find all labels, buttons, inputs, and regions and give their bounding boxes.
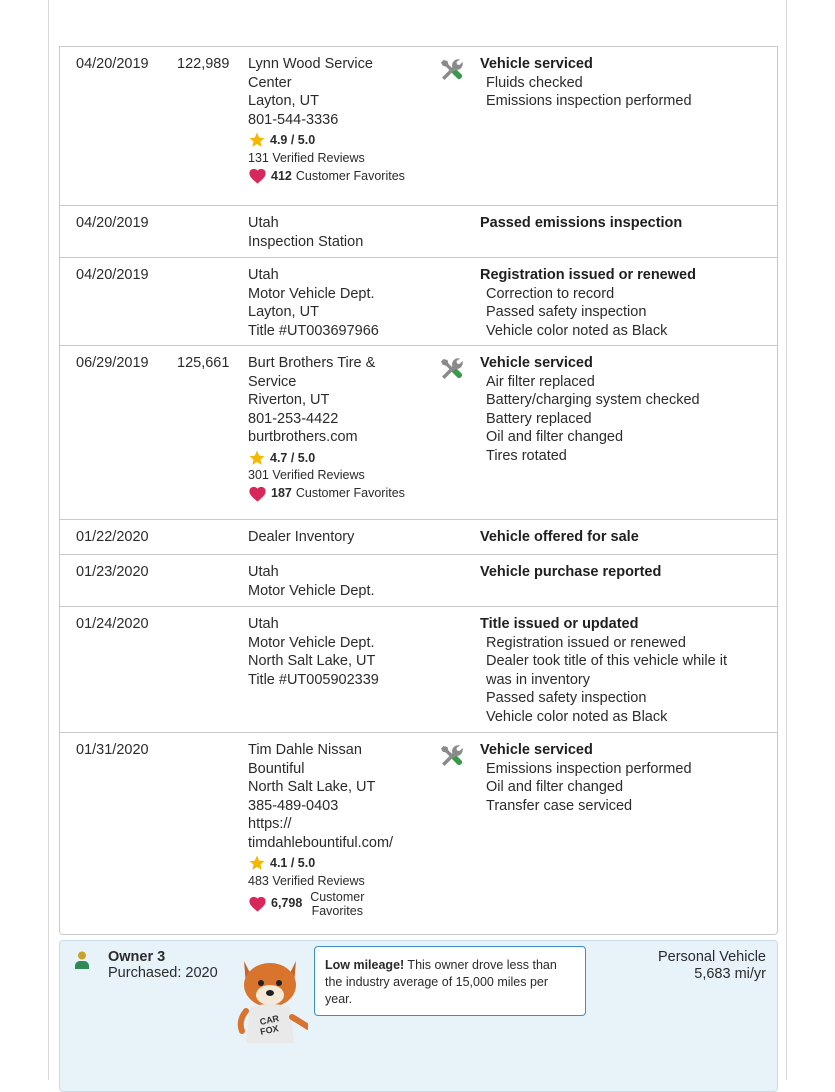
record-comments: Vehicle serviced Emissions inspection performed Oil and filter changed Transfer case serviced: [480, 742, 692, 814]
history-row: [60, 205, 777, 257]
shop-reviews[interactable]: 483 Verified Reviews: [248, 873, 365, 888]
record-comments: Registration issued or renewed Correction to record Passed safety inspection Vehicle color noted as Black: [480, 267, 696, 339]
record-date: 01/31/2020: [76, 742, 149, 758]
low-mileage-callout: [314, 946, 586, 1016]
record-comments: Vehicle offered for sale: [480, 529, 639, 545]
shop-website[interactable]: burtbrothers.com: [248, 429, 358, 445]
shop-favorites: 187 Customer Favorites: [248, 484, 438, 503]
shop-favorites: 6,798 Customer Favorites: [248, 890, 438, 918]
shop-phone[interactable]: 801-253-4422: [248, 410, 339, 427]
carfox-mascot-icon: [232, 951, 308, 1043]
history-row: [60, 519, 777, 554]
record-comments: Title issued or updated Registration issued or renewed Dealer took title of this vehicle while it was in inventory Passed safety inspection Vehicle color noted as Black: [480, 616, 727, 725]
shop-website[interactable]: https://: [248, 816, 292, 832]
person-icon: [75, 951, 89, 969]
history-row: [60, 606, 777, 732]
page-divider-right: [786, 0, 787, 1080]
record-date: 04/20/2019: [76, 267, 149, 283]
record-source: Utah Motor Vehicle Dept.: [248, 564, 375, 599]
record-source: Tim Dahle Nissan Bountiful North Salt Lake, UT 385-489-0403 https:// timdahlebountiful.com/ 4.1 / 5.0 483 Verified Reviews 6,798 Customer Favorites: [248, 741, 438, 918]
history-row: [60, 732, 777, 934]
shop-reviews[interactable]: 301 Verified Reviews: [248, 468, 365, 482]
record-source: Utah Motor Vehicle Dept. North Salt Lake, UT Title #UT005902339: [248, 616, 379, 688]
shop-reviews[interactable]: 131 Verified Reviews: [248, 150, 365, 165]
record-source: Lynn Wood Service Center Layton, UT 801-544-3336 4.9 / 5.0 131 Verified Reviews 412 Customer Favorites: [248, 55, 438, 185]
owner-usage: [658, 949, 766, 983]
record-date: 01/22/2020: [76, 529, 149, 545]
vehicle-use-type: Personal Vehicle: [657, 949, 766, 965]
record-date: 01/24/2020: [76, 616, 149, 632]
history-row: [60, 345, 777, 519]
owner-summary: [59, 940, 778, 1092]
annual-mileage: 5,683 mi/yr: [694, 966, 766, 982]
shop-rating: 4.1 / 5.0: [248, 854, 438, 873]
history-row: [60, 46, 777, 205]
star-icon: [248, 131, 266, 149]
wrench-screwdriver-icon: [438, 356, 464, 382]
callout-highlight: Low mileage!: [325, 958, 405, 972]
record-source: Utah Motor Vehicle Dept. Layton, UT Title #UT003697966: [248, 267, 379, 339]
record-comments: Passed emissions inspection: [480, 215, 683, 231]
shop-website[interactable]: timdahlebountiful.com/: [248, 834, 394, 851]
heart-icon: [248, 485, 267, 502]
wrench-screwdriver-icon: [438, 57, 464, 83]
record-date: 06/29/2019: [76, 355, 149, 371]
shop-rating: 4.9 / 5.0: [248, 131, 438, 150]
record-date: 04/20/2019: [76, 215, 149, 231]
history-row: [60, 257, 777, 345]
record-comments: Vehicle purchase reported: [480, 564, 662, 580]
record-comments: Vehicle serviced Air filter replaced Battery/charging system checked Battery replaced Oil and filter changed Tires rotated: [480, 355, 700, 464]
svg-text:FOX: FOX: [259, 1023, 280, 1037]
record-comments: Vehicle serviced Fluids checked Emissions inspection performed: [480, 56, 692, 109]
heart-icon: [248, 167, 267, 184]
record-odometer: 125,661: [177, 355, 230, 371]
svg-text:CAR: CAR: [258, 1013, 280, 1027]
heart-icon: [248, 895, 267, 912]
wrench-screwdriver-icon: [438, 743, 464, 769]
record-odometer: 122,989: [177, 56, 230, 72]
star-icon: [248, 449, 266, 467]
callout-text: This owner drove less than the industry average of 15,000 miles per year.: [325, 958, 557, 1006]
star-icon: [248, 854, 266, 872]
shop-phone[interactable]: 801-544-3336: [248, 111, 339, 128]
shop-rating: 4.7 / 5.0: [248, 449, 438, 468]
owner-purchased: Purchased: 2020: [108, 965, 218, 981]
shop-phone[interactable]: 385-489-0403: [248, 797, 339, 814]
record-source: Burt Brothers Tire & Service Riverton, UT 801-253-4422 burtbrothers.com 4.7 / 5.0 301 Verified Reviews 187 Customer Favorites: [248, 354, 438, 503]
page-divider-left: [48, 0, 49, 1080]
owner-name: Owner 3: [108, 949, 166, 965]
record-date: 01/23/2020: [76, 564, 149, 580]
history-table: [59, 46, 778, 935]
record-date: 04/20/2019: [76, 56, 149, 72]
record-source: Utah Inspection Station: [248, 215, 364, 250]
shop-favorites: 412 Customer Favorites: [248, 167, 438, 186]
record-source: Dealer Inventory: [248, 529, 355, 545]
history-row: [60, 554, 777, 606]
